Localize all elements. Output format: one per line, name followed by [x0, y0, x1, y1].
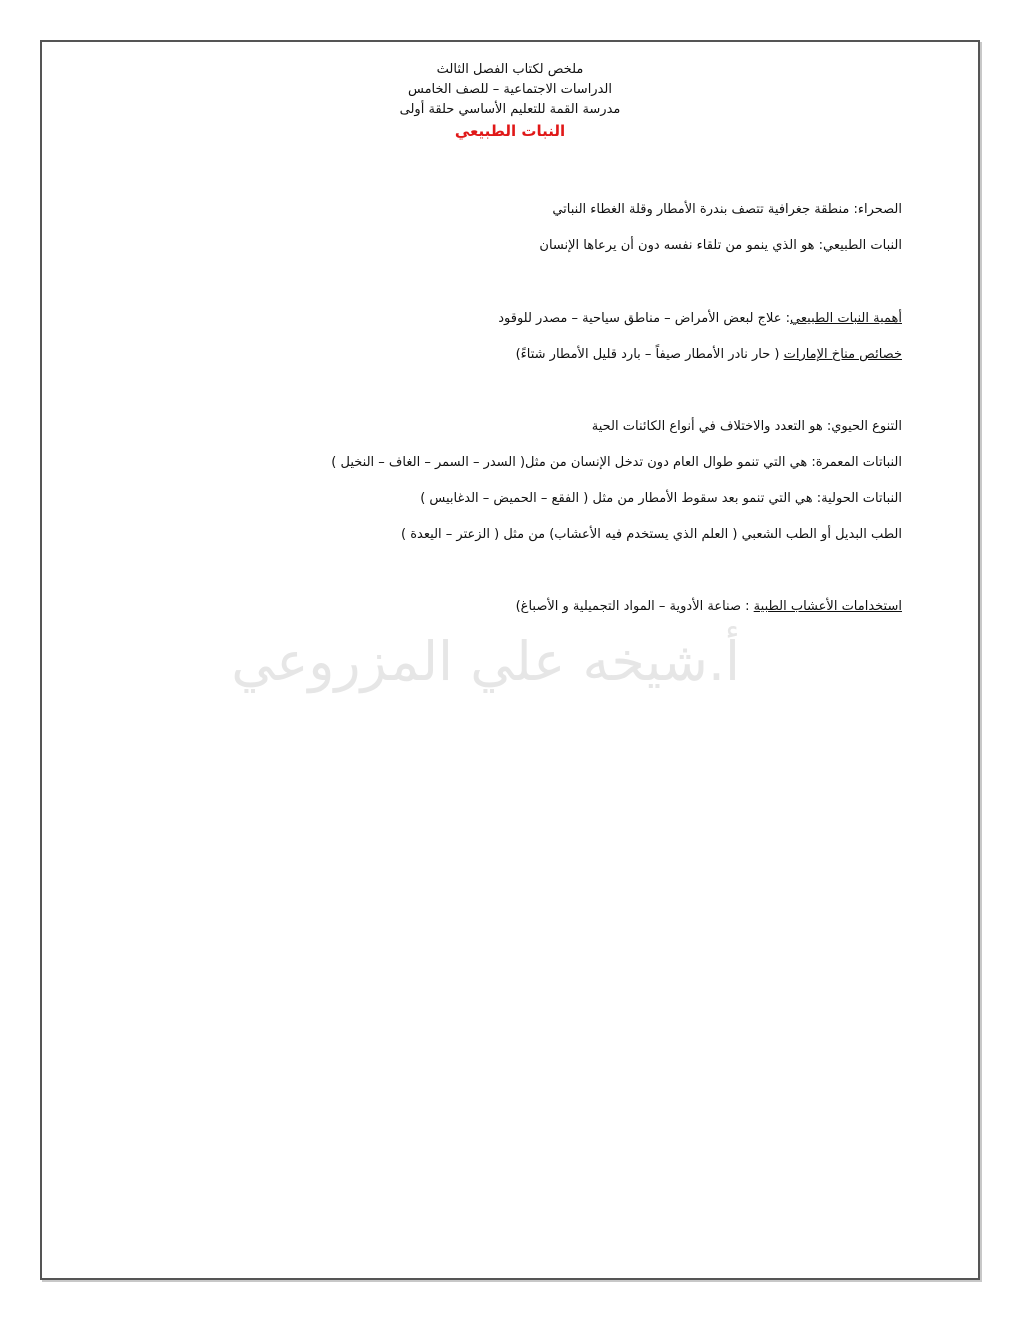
herbs-term: استخدامات الأعشاب الطبية [753, 599, 902, 614]
header-line-school: مدرسة القمة للتعليم الأساسي حلقة أولى [399, 102, 621, 117]
header-line-subject: الدراسات الاجتماعية – للصف الخامس [408, 82, 612, 97]
importance-term: أهمية النبات الطبيعي [790, 311, 902, 326]
page-title: النبات الطبيعي [454, 122, 566, 140]
climate-term: خصائص مناخ الإمارات [783, 347, 902, 362]
herbs-text: : صناعة الأدوية – المواد التجميلية و الأصباغ) [515, 599, 754, 614]
definition-desert: الصحراء: منطقة جغرافية تتصف بندرة الأمطار وقلة الغطاء النباتي [552, 202, 902, 217]
definition-alternative-medicine: الطب البديل أو الطب الشعبي ( العلم الذي يستخدم فيه الأعشاب) من مثل ( الزعتر – اليعدة ) [401, 527, 902, 542]
climate-line [516, 347, 902, 362]
definition-annual-plants: النباتات الحولية: هي التي تنمو بعد سقوط الأمطار من مثل ( الفقع – الحميض – الدغابيس ) [420, 491, 902, 506]
importance-line [498, 311, 902, 326]
author-watermark: أ.شيخه علي المزروعي [231, 630, 740, 693]
definition-perennial-plants: النباتات المعمرة: هي التي تنمو طوال العام دون تدخل الإنسان من مثل( السدر – السمر – الغاف – النخيل ) [331, 455, 902, 470]
header-line-summary: ملخص لكتاب الفصل الثالث [436, 62, 584, 77]
climate-text: ( حار نادر الأمطار صيفاً – بارد قليل الأمطار شتاءً) [515, 347, 784, 362]
importance-text: : علاج لبعض الأمراض – مناطق سياحية – مصدر للوقود [498, 311, 791, 326]
definition-natural-vegetation: النبات الطبيعي: هو الذي ينمو من تلقاء نفسه دون أن يرعاها الإنسان [539, 238, 902, 253]
definition-biodiversity: التنوع الحيوي: هو التعدد والاختلاف في أنواع الكائنات الحية [591, 419, 902, 434]
document-header [200, 60, 820, 142]
herbs-uses-line [516, 599, 902, 614]
